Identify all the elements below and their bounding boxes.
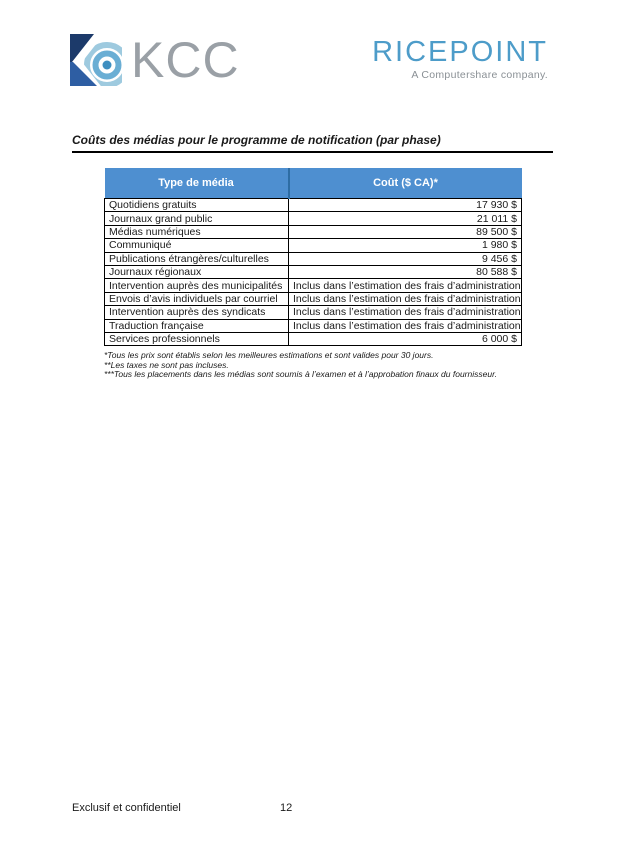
media-type-cell: Communiqué — [105, 239, 289, 252]
media-type-cell: Journaux régionaux — [105, 265, 289, 278]
table-row — [105, 199, 522, 212]
media-type-cell: Quotidiens gratuits — [105, 199, 289, 212]
cost-cell: 17 930 $ — [289, 199, 522, 212]
table-row — [105, 239, 522, 252]
ricepoint-tagline: A Computershare company. — [411, 69, 548, 81]
media-type-cell: Intervention auprès des municipalités — [105, 279, 289, 292]
media-type-cell: Envois d’avis individuels par courriel — [105, 292, 289, 305]
media-type-cell: Publications étrangères/culturelles — [105, 252, 289, 265]
table-row — [105, 252, 522, 265]
table-row — [105, 265, 522, 278]
media-type-cell: Intervention auprès des syndicats — [105, 306, 289, 319]
table-row — [105, 306, 522, 319]
footnote: **Les taxes ne sont pas incluses. — [104, 359, 229, 370]
media-type-cell: Services professionnels — [105, 332, 289, 345]
column-header-cost: Coût ($ CA)* — [289, 168, 522, 199]
cost-cell: 21 011 $ — [289, 212, 522, 225]
kcc-logo — [70, 34, 240, 86]
table-row — [105, 292, 522, 305]
footer-page-number: 12 — [280, 802, 293, 814]
ricepoint-logo-text: RICEPOINT — [372, 36, 548, 68]
brand-bar — [70, 34, 548, 86]
cost-cell: 6 000 $ — [289, 332, 522, 345]
table-row — [105, 225, 522, 238]
footnotes — [104, 351, 534, 380]
media-type-cell: Journaux grand public — [105, 212, 289, 225]
cost-cell: Inclus dans l’estimation des frais d’administration — [289, 279, 522, 292]
cost-cell: Inclus dans l’estimation des frais d’administration — [289, 306, 522, 319]
kcc-logo-text: KCC — [131, 32, 240, 88]
table-row — [105, 279, 522, 292]
cost-cell: Inclus dans l’estimation des frais d’administration — [289, 319, 522, 332]
cost-cell: 1 980 $ — [289, 239, 522, 252]
footnote: ***Tous les placements dans les médias sont soumis à l’examen et à l’approbation finaux du fournisseur. — [104, 369, 497, 379]
cost-cell: 9 456 $ — [289, 252, 522, 265]
table-row — [105, 212, 522, 225]
cost-cell: 80 588 $ — [289, 265, 522, 278]
table-header-row — [105, 168, 522, 199]
media-costs-table — [104, 168, 522, 346]
table-row — [105, 332, 522, 345]
media-type-cell: Médias numériques — [105, 225, 289, 238]
kcc-logo-icon — [70, 34, 122, 86]
section-title: Coûts des médias pour le programme de notification (par phase) — [72, 133, 553, 153]
cost-cell: 89 500 $ — [289, 225, 522, 238]
media-type-cell: Traduction française — [105, 319, 289, 332]
table-row — [105, 319, 522, 332]
footnote: *Tous les prix sont établis selon les meilleures estimations et sont valides pour 30 jours. — [104, 350, 434, 360]
cost-cell: Inclus dans l’estimation des frais d’administration — [289, 292, 522, 305]
ricepoint-logo — [372, 34, 548, 81]
column-header-media-type: Type de média — [105, 168, 289, 199]
footer-confidentiality-label: Exclusif et confidentiel — [72, 802, 181, 814]
